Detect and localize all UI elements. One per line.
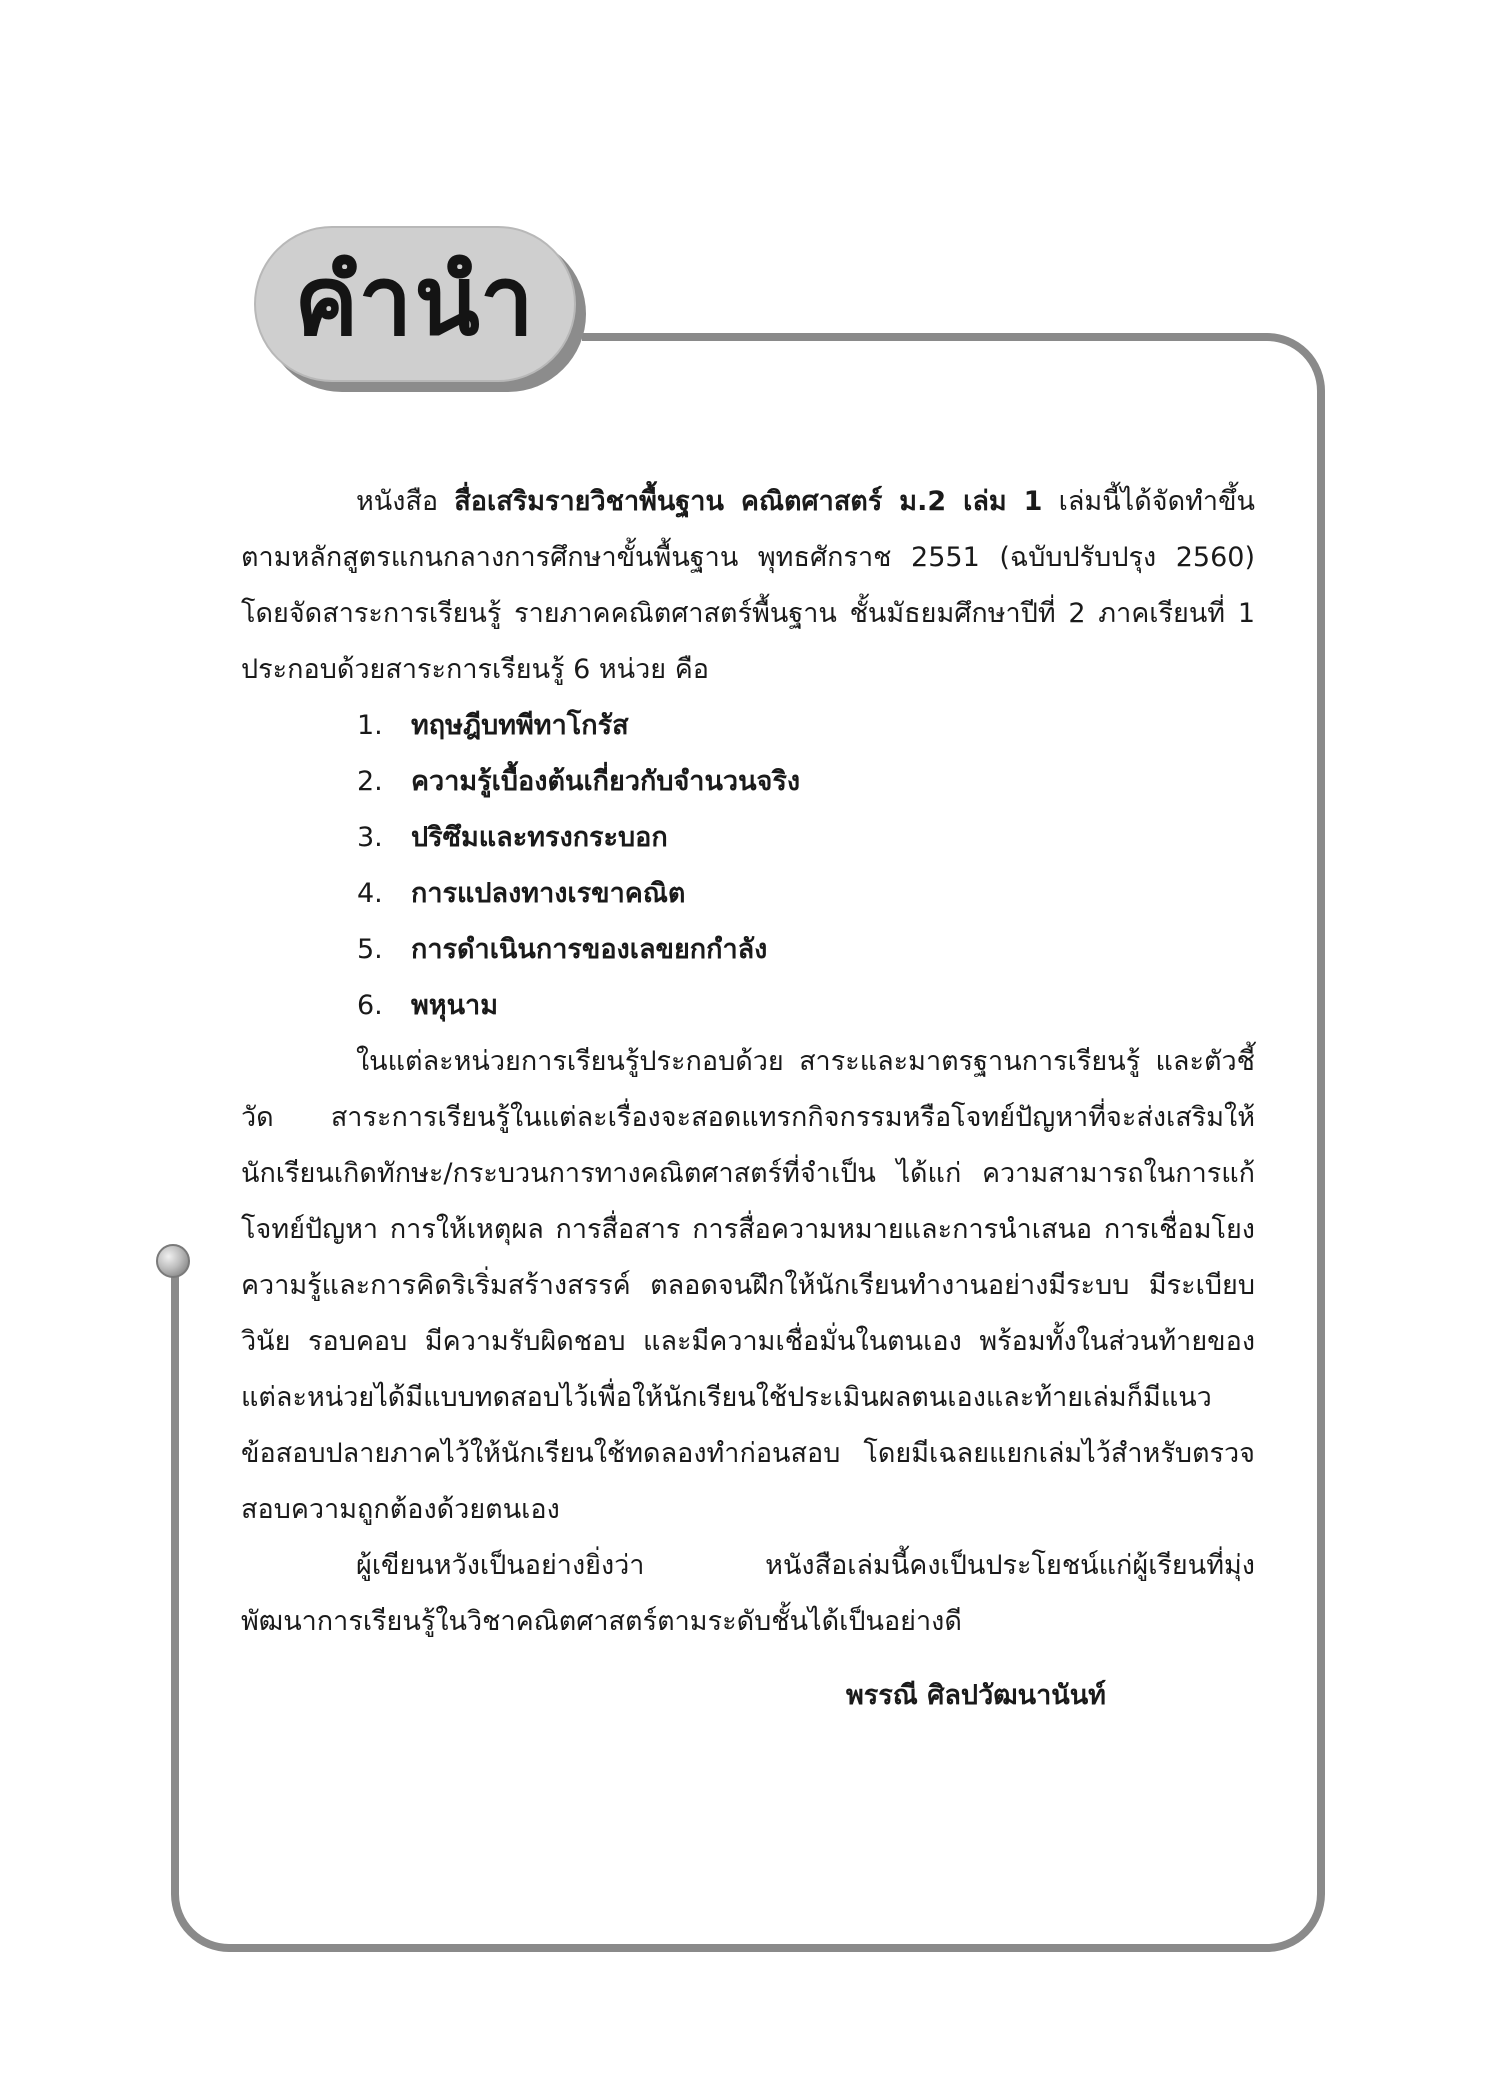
list-item <box>357 698 1255 754</box>
unit-title: ความรู้เบื้องต้นเกี่ยวกับจำนวนจริง <box>411 766 801 797</box>
unit-title: พหุนาม <box>411 990 499 1021</box>
unit-list <box>241 698 1255 1034</box>
frame-left-gap <box>160 430 184 1245</box>
unit-number: 6. <box>357 990 383 1021</box>
unit-title: ปริซึมและทรงกระบอก <box>411 822 668 853</box>
third-paragraph: ผู้เขียนหวังเป็นอย่างยิ่งว่า หนังสือเล่มนี้คงเป็นประโยชน์แก่ผู้เรียนที่มุ่งพัฒนาการเรียนรู้ในวิชาคณิตศาสตร์ตามระดับชั้นได้เป็นอย่างดี <box>241 1550 1255 1637</box>
author-signature: พรรณี ศิลปวัฒนานันท์ <box>846 1680 1106 1711</box>
book-title: สื่อเสริมรายวิชาพื้นฐาน คณิตศาสตร์ ม.2 เล่ม 1 <box>454 486 1043 517</box>
unit-title: การดำเนินการของเลขยกกำลัง <box>411 934 768 965</box>
title-tab <box>254 226 576 382</box>
intro-body: เล่มนี้ได้จัดทำขึ้นตามหลักสูตรแกนกลางการศึกษาขั้นพื้นฐาน พุทธศักราช 2551 (ฉบับปรับปรุง 2560) โดยจัดสาระการเรียนรู้ รายภาคคณิตศาสตร์พื้นฐาน ชั้นมัธยมศึกษาปีที่ 2 ภาคเรียนที่ 1 ประกอบด้วยสาระการเรียนรู้ 6 หน่วย คือ <box>241 486 1255 685</box>
intro-prefix: หนังสือ <box>356 486 455 517</box>
preface-content <box>241 474 1255 1650</box>
list-item <box>357 754 1255 810</box>
list-item <box>357 810 1255 866</box>
unit-number: 5. <box>357 934 383 965</box>
unit-number: 2. <box>357 766 383 797</box>
list-item <box>357 922 1255 978</box>
unit-title: การแปลงทางเรขาคณิต <box>411 878 686 909</box>
list-item <box>357 866 1255 922</box>
unit-title: ทฤษฎีบทพีทาโกรัส <box>411 710 629 741</box>
frame-bullet-icon <box>156 1244 190 1278</box>
unit-number: 4. <box>357 878 383 909</box>
list-item <box>357 978 1255 1034</box>
intro-paragraph <box>241 474 1255 698</box>
second-paragraph: ในแต่ละหน่วยการเรียนรู้ประกอบด้วย สาระและมาตรฐานการเรียนรู้ และตัวชี้วัด สาระการเรียนรู้ในแต่ละเรื่องจะสอดแทรกกิจกรรมหรือโจทย์ปัญหาที่จะส่งเสริมให้นักเรียนเกิดทักษะ/กระบวนการทางคณิตศาสตร์ที่จำเป็น ได้แก่ ความสามารถในการแก้โจทย์ปัญหา การให้เหตุผล การสื่อสาร การสื่อความหมายและการนำเสนอ การเชื่อมโยงความรู้และการคิดริเริ่มสร้างสรรค์ ตลอดจนฝึกให้นักเรียนทำงานอย่างมีระบบ มีระเบียบวินัย รอบคอบ มีความรับผิดชอบ และมีความเชื่อมั่นในตนเอง พร้อมทั้งในส่วนท้ายของแต่ละหน่วยได้มีแบบทดสอบไว้เพื่อให้นักเรียนใช้ประเมินผลตนเองและท้ายเล่มก็มีแนวข้อสอบปลายภาคไว้ให้นักเรียนใช้ทดลองทำก่อนสอบ โดยมีเฉลยแยกเล่มไว้สำหรับตรวจสอบความถูกต้องด้วยตนเอง <box>241 1046 1255 1525</box>
unit-number: 3. <box>357 822 383 853</box>
unit-number: 1. <box>357 710 383 741</box>
page-title: คำนำ <box>294 245 536 357</box>
